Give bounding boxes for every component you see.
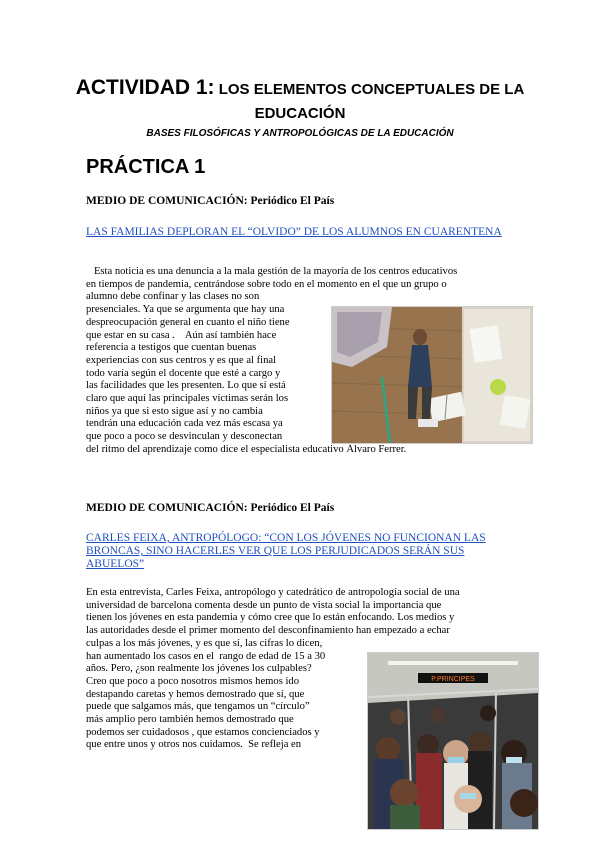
article-headline-link-2[interactable]: CARLES FEIXA, ANTROPÓLOGO: “CON LOS JÓVENES NO FUNCIONAN LAS BRONCAS, SINO HACERLES VER QUE LOS PERJUDICADOS SERÁN SUS ABUELOS” <box>86 532 486 570</box>
paragraph-line: alumno debe confinar y las clases no son <box>86 291 260 303</box>
paragraph-line: tendrán una educación cada vez más escasa ya <box>86 418 283 430</box>
photo-child-on-floor-image <box>332 307 532 443</box>
activity-label: ACTIVIDAD 1: <box>75 76 215 99</box>
paragraph-line: puede que salgamos más, que tengamos un “círculo” <box>86 701 310 713</box>
paragraph-line: experiencias con sus centros y es que al final <box>86 354 277 366</box>
paragraph-line: las facilidades que les presenten. Lo que sí está <box>86 380 286 392</box>
paragraph-line: niños ya que si esto sigue así y no cambia <box>86 405 263 417</box>
paragraph-line: presenciales. Ya que se argumenta que hay una <box>86 304 285 316</box>
medio-label-1: MEDIO DE COMUNICACIÓN: Periódico El País <box>86 195 335 207</box>
paragraph-line: En esta entrevista, Carles Feixa, antropólogo y catedrático de antropología social de una <box>86 587 460 598</box>
practice-title: PRÁCTICA 1 <box>86 156 206 178</box>
document-title <box>60 76 540 126</box>
paragraph-line: más amplio pero también hemos demostrado que <box>86 714 294 726</box>
medio-label-2: MEDIO DE COMUNICACIÓN: Periódico El País <box>86 502 335 514</box>
activity-title: LOS ELEMENTOS CONCEPTUALES DE LA EDUCACIÓN <box>214 81 525 122</box>
paragraph-line: Esta noticia es una denuncia a la mala gestión de la mayoría de los centros educativos <box>86 266 458 277</box>
paragraph-line: tienen los jóvenes en esta pandemia y cómo cree que lo están enfocando. Los medios y <box>86 612 455 624</box>
paragraph-line: claro que aquí las principales víctimas serán los <box>86 393 289 405</box>
paragraph-line: que poco a poco se desvinculan y desconectan <box>86 431 283 443</box>
paragraph-line: Creo que poco a poco nosotros mismos hemos ido <box>86 675 300 687</box>
paragraph-line: referencia a testigos que cuentan buenas <box>86 342 257 354</box>
paragraph-line: que estar en su casa . Aún así también hace <box>86 329 277 341</box>
photo-crowded-metro-image <box>368 653 538 829</box>
paragraph-line: podemos ser cuidadosos , que estamos concienciados y <box>86 726 320 738</box>
paragraph-line: en tiempos de pandemia, centrándose sobre todo en el momento en el que un grupo o <box>86 278 447 290</box>
paragraph-line: del ritmo del aprendizaje como dice el especialista educativo Álvaro Ferrer. <box>86 443 407 455</box>
paragraph-line: que entre unos y otros nos cuidamos. Se refleja en <box>86 739 302 751</box>
paragraph-line: las autoridades desde el primer momento del desconfinamiento han empezado a echar <box>86 625 450 637</box>
paragraph-line: destapando caretas y hemos demostrado que sí, que <box>86 688 305 700</box>
photo-crowded-metro <box>367 652 539 830</box>
paragraph-line: despreocupación general en cuanto el niño tiene <box>86 316 290 328</box>
article-headline-link-1[interactable]: LAS FAMILIAS DEPLORAN EL “OLVIDO” DE LOS ALUMNOS EN CUARENTENA <box>86 226 502 238</box>
paragraph-line: culpas a los más jóvenes, y es que sí, las cifras lo dicen, <box>86 637 323 649</box>
photo-child-on-floor <box>331 306 533 444</box>
paragraph-line: han aumentado los casos en el rango de edad de 15 a 30 <box>86 650 326 662</box>
document-subtitle: BASES FILOSÓFICAS Y ANTROPOLÓGICAS DE LA EDUCACIÓN <box>146 128 454 139</box>
train-sign-text: P.PRINCIPES <box>431 676 475 683</box>
paragraph-line: todo varía según el docente que esté a cargo y <box>86 367 281 379</box>
paragraph-line: años. Pero, ¿son realmente los jóvenes los culpables? <box>86 663 312 675</box>
paragraph-line: universidad de barcelona comenta desde un punto de vista social la importancia que <box>86 599 442 611</box>
